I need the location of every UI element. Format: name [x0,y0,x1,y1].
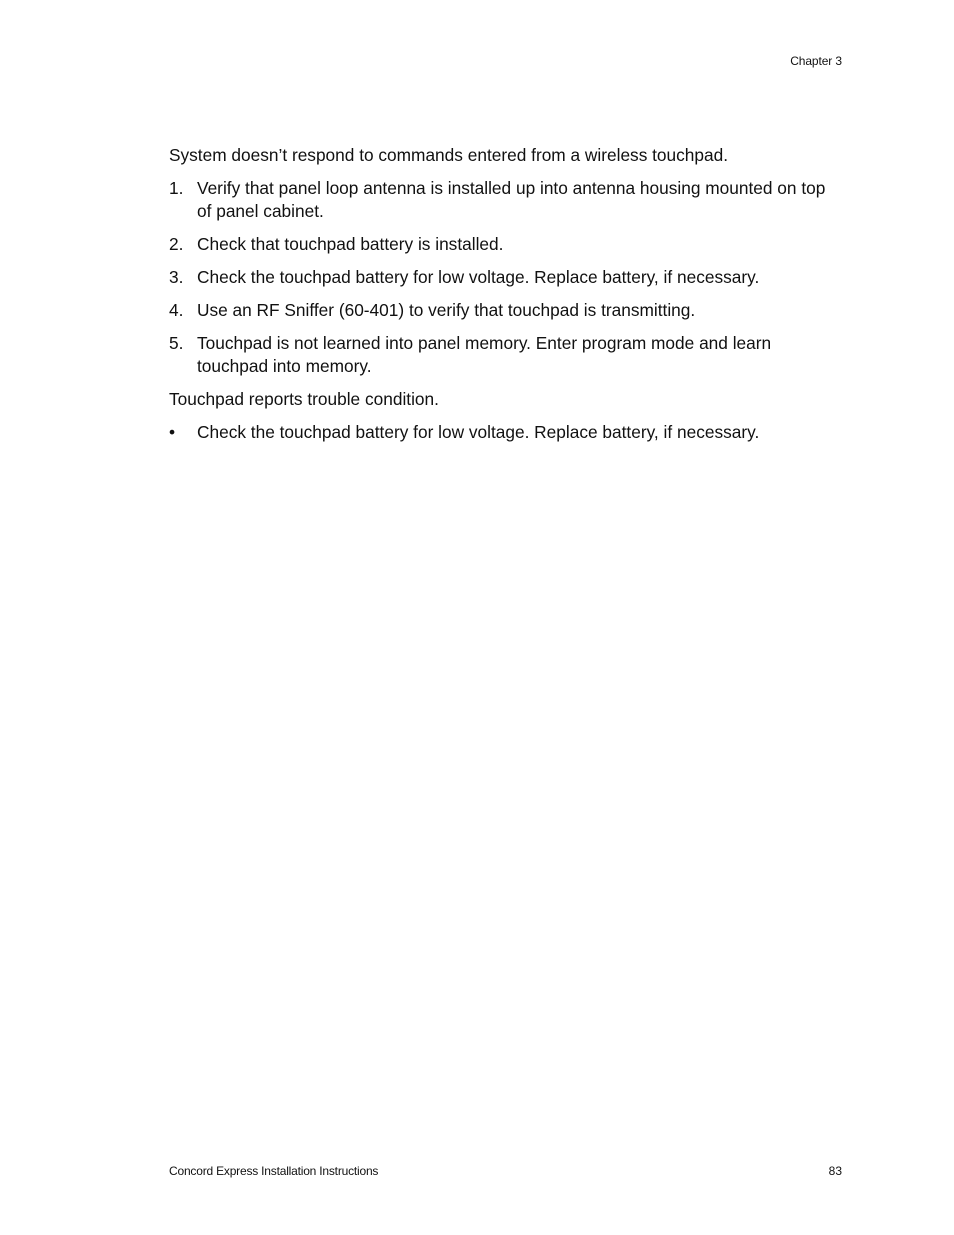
problem-statement-trouble-condition: Touchpad reports trouble condition. [169,389,439,409]
step-item [169,332,829,378]
footer-page-number: 83 [828,1164,842,1178]
troubleshooting-steps-list [169,177,829,378]
bullet-marker: • [169,422,176,442]
step-text: Touchpad is not learned into panel memory. Enter program mode and learn touchpad into memory. [197,333,772,376]
step-text: Verify that panel loop antenna is installed up into antenna housing mounted on top of panel cabinet. [197,178,826,221]
footer-document-title: Concord Express Installation Instructions [169,1164,379,1178]
step-item [169,233,829,256]
bullet-item [169,421,829,444]
step-number: 4. [169,300,184,320]
step-text: Check the touchpad battery for low voltage. Replace battery, if necessary. [197,267,760,287]
step-item [169,299,829,322]
step-number: 2. [169,234,184,254]
step-text: Use an RF Sniffer (60-401) to verify that touchpad is transmitting. [197,300,696,320]
problem-statement-wireless-touchpad: System doesn’t respond to commands entered from a wireless touchpad. [169,145,729,165]
step-text: Check that touchpad battery is installed. [197,234,504,254]
step-item [169,177,829,223]
chapter-header: Chapter 3 [790,54,842,68]
step-item [169,266,829,289]
step-number: 5. [169,333,184,353]
step-number: 3. [169,267,184,287]
page-content [169,144,829,454]
bullet-text: Check the touchpad battery for low voltage. Replace battery, if necessary. [197,422,760,442]
trouble-bullets-list [169,421,829,444]
step-number: 1. [169,178,184,198]
